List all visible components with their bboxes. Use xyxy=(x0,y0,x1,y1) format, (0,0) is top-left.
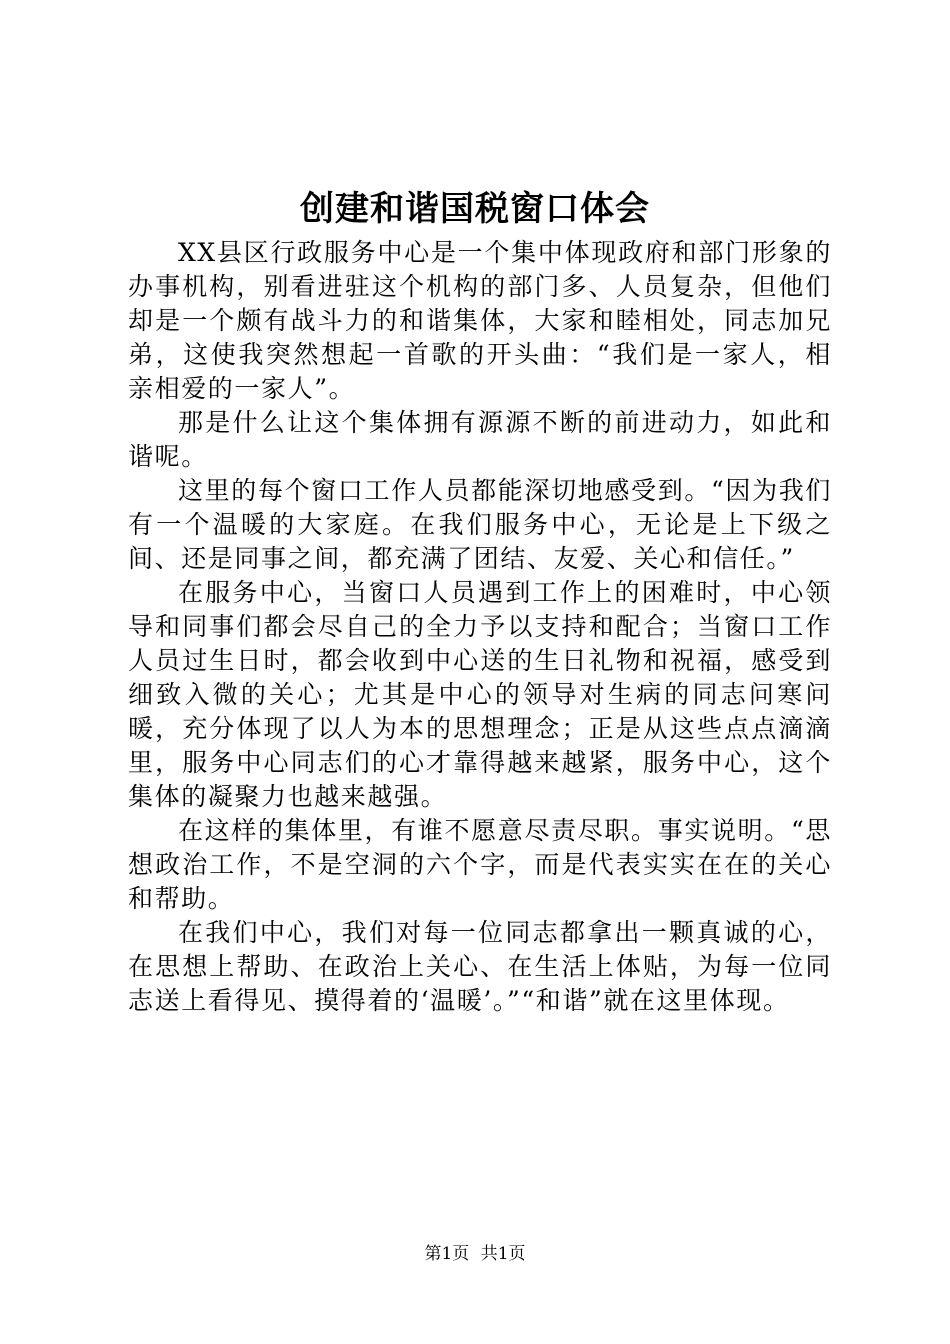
paragraph: XX县区行政服务中心是一个集中体现政府和部门形象的办事机构，别看进驻这个机构的部门多、人员复杂，但他们却是一个颇有战斗力的和谐集体，大家和睦相处，同志加兄弟，这使我突然想起一首歌的开头曲：“我们是一家人，相亲相爱的一家人”。 xyxy=(128,238,832,403)
page-number: 第1页 xyxy=(424,1244,470,1264)
paragraph: 这里的每个窗口工作人员都能深切地感受到。“因为我们有一个温暖的大家庭。在我们服务中心，无论是上下级之间、还是同事之间，都充满了团结、友爱、关心和信任。” xyxy=(128,476,832,573)
page-total: 共1页 xyxy=(480,1244,526,1264)
paragraph: 在我们中心，我们对每一位同志都拿出一颗真诚的心，在思想上帮助、在政治上关心、在生活上体贴，为每一位同志送上看得见、摸得着的‘温暖’。”“和谐”就在这里体现。 xyxy=(128,918,832,1015)
document-title: 创建和谐国税窗口体会 xyxy=(300,189,650,229)
paragraph: 那是什么让这个集体拥有源源不断的前进动力，如此和谐呢。 xyxy=(128,408,832,471)
page-footer xyxy=(0,1242,950,1266)
document-body xyxy=(128,236,832,1018)
paragraph: 在这样的集体里，有谁不愿意尽责尽职。事实说明。“思想政治工作，不是空洞的六个字，而是代表实实在在的关心和帮助。 xyxy=(128,816,832,913)
paragraph: 在服务中心，当窗口人员遇到工作上的困难时，中心领导和同事们都会尽自己的全力予以支持和配合；当窗口工作人员过生日时，都会收到中心送的生日礼物和祝福，感受到细致入微的关心；尤其是中心的领导对生病的同志问寒问暖，充分体现了以人为本的思想理念；正是从这些点点滴滴里，服务中心同志们的心才靠得越来越紧，服务中心，这个集体的凝聚力也越来越强。 xyxy=(128,578,832,811)
